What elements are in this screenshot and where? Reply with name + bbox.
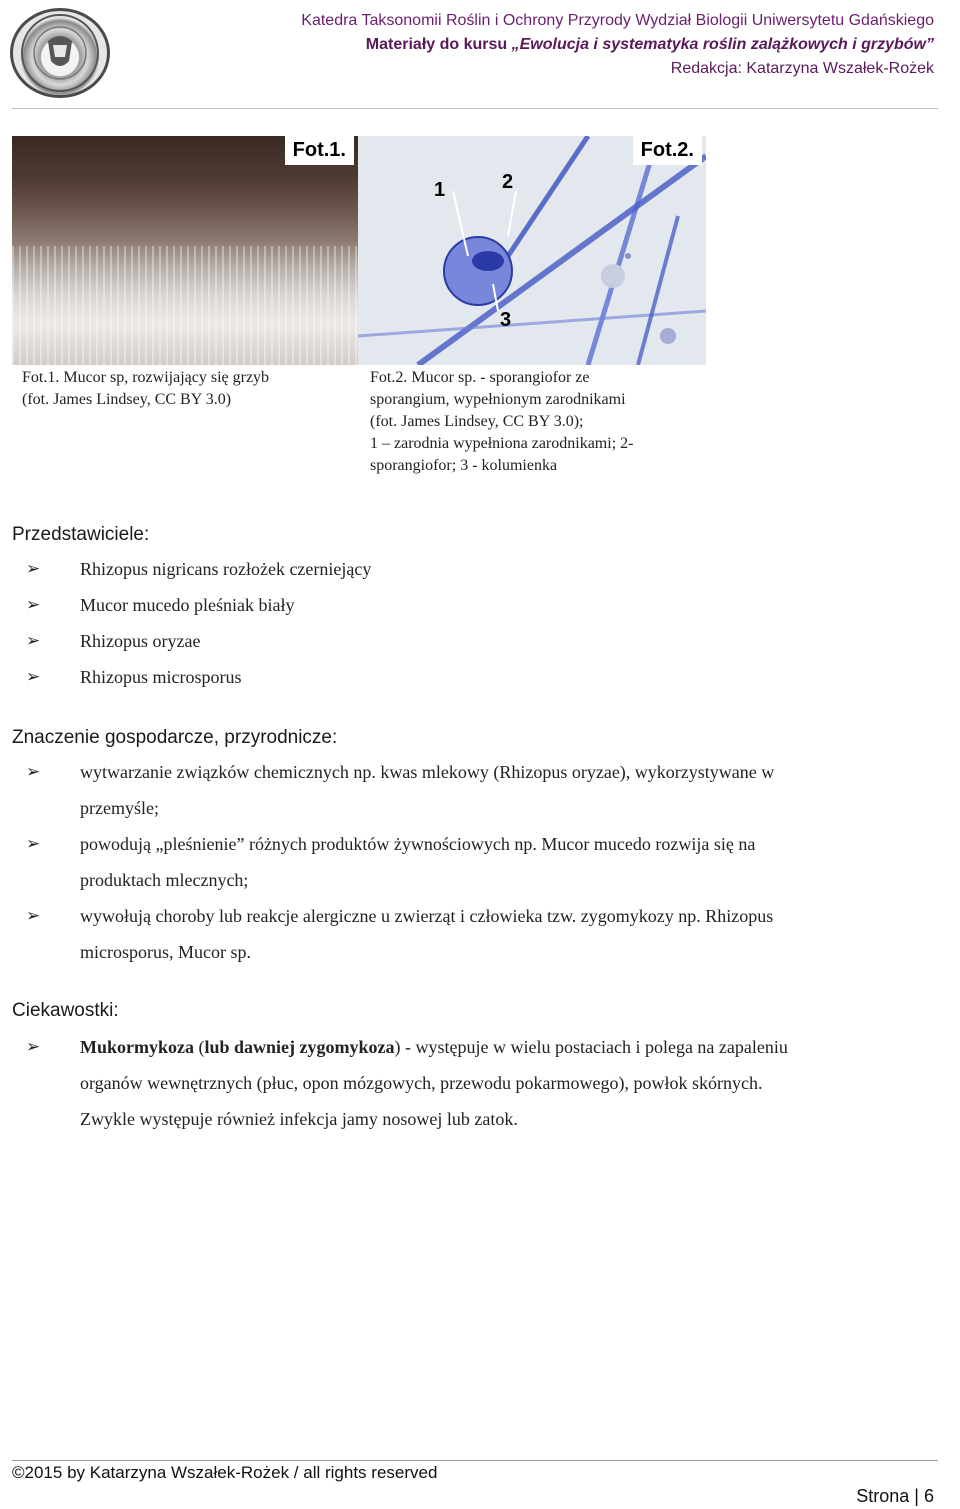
list-item-text: Rhizopus oryzae <box>80 631 201 651</box>
list-item-text: Rhizopus nigricans rozłożek czerniejący <box>80 559 372 579</box>
arrow-bullet-icon: ➢ <box>26 834 41 853</box>
paren-close: ) <box>394 1037 401 1057</box>
header-course-prefix: Materiały do kursu <box>365 36 512 53</box>
page-number: Strona | 6 <box>856 1486 934 1506</box>
arrow-bullet-icon: ➢ <box>26 762 41 781</box>
list-item-text: przemyśle; <box>80 798 159 818</box>
list-item-text: powodują „pleśnienie” różnych produktów żywnościowych np. Mucor mucedo rozwija się na <box>80 834 756 854</box>
curiosity-text: - występuje w wielu postaciach i polega na zapaleniu <box>400 1037 788 1057</box>
footer-divider <box>12 1460 938 1461</box>
arrow-bullet-icon: ➢ <box>26 667 41 686</box>
list-item-text: produktach mlecznych; <box>80 870 249 890</box>
header-course <box>366 36 934 54</box>
sporangiophore-micrograph <box>358 136 706 365</box>
seal-graphic <box>13 11 107 95</box>
list-item-text: Mucor mucedo pleśniak biały <box>80 595 295 615</box>
arrow-bullet-icon: ➢ <box>26 1037 41 1056</box>
curiosity-line: Zwykle występuje również infekcja jamy nosowej lub zatok. <box>80 1109 518 1129</box>
heading-significance: Znaczenie gospodarcze, przyrodnicze: <box>12 727 338 748</box>
caption-fot2-line: Fot.2. Mucor sp. - sporangiofor ze <box>370 369 590 386</box>
representatives-list <box>12 551 912 695</box>
marker-2: 2 <box>502 171 514 193</box>
curiosity-line <box>80 1029 932 1065</box>
list-item <box>12 826 932 898</box>
caption-fot2 <box>370 367 710 477</box>
photo-mucor-growth <box>12 136 358 365</box>
significance-list <box>12 754 932 970</box>
university-logo <box>10 8 110 98</box>
heading-representatives: Przedstawiciele: <box>12 524 150 545</box>
photo-sporangiophore <box>358 136 706 365</box>
term-zygomycosis: lub dawniej zygomykoza <box>204 1037 395 1057</box>
caption-fot1-line: Fot.1. Mucor sp, rozwijający się grzyb <box>22 369 270 386</box>
footer-copyright: ©2015 by Katarzyna Wszałek-Rożek / all rights reserved <box>12 1463 438 1482</box>
list-item-text: microsporus, Mucor sp. <box>80 942 251 962</box>
caption-fot2-line: sporangiofor; 3 - kolumienka <box>370 457 558 474</box>
photo1-label: Fot.1. <box>285 136 354 165</box>
header-course-title: „Ewolucja i systematyka roślin zalążkowych i grzybów” <box>511 36 934 53</box>
caption-fot2-line: (fot. James Lindsey, CC BY 3.0); <box>370 413 584 430</box>
header-department: Katedra Taksonomii Roślin i Ochrony Przyrody Wydział Biologii Uniwersytetu Gdańskiego <box>301 12 934 29</box>
list-item <box>12 1029 932 1137</box>
arrow-bullet-icon: ➢ <box>26 559 41 578</box>
list-item <box>12 587 912 623</box>
marker-1: 1 <box>434 179 446 201</box>
list-item-text: Rhizopus microsporus <box>80 667 242 687</box>
arrow-bullet-icon: ➢ <box>26 631 41 650</box>
list-item <box>12 754 932 826</box>
mycelium-texture <box>12 246 358 365</box>
header-editor: Redakcja: Katarzyna Wszałek-Rożek <box>670 60 934 77</box>
heading-curiosities: Ciekawostki: <box>12 1000 119 1021</box>
list-item <box>12 551 912 587</box>
term-mucormycosis: Mukormykoza <box>80 1037 194 1057</box>
photo2-label: Fot.2. <box>633 136 702 165</box>
caption-fot2-line: sporangium, wypełnionym zarodnikami <box>370 391 626 408</box>
caption-fot2-line: 1 – zarodnia wypełniona zarodnikami; 2- <box>370 435 634 452</box>
curiosities-list <box>12 1029 932 1137</box>
list-item <box>12 623 912 659</box>
curiosity-line: organów wewnętrznych (płuc, opon mózgowych, przewodu pokarmowego), powłok skórnych. <box>80 1073 763 1093</box>
arrow-bullet-icon: ➢ <box>26 595 41 614</box>
header-divider <box>12 108 938 109</box>
paren-open: ( <box>194 1037 205 1057</box>
caption-fot1-line: (fot. James Lindsey, CC BY 3.0) <box>22 391 232 408</box>
list-item-text: wytwarzanie związków chemicznych np. kwas mlekowy (Rhizopus oryzae), wykorzystywane w <box>80 762 775 782</box>
list-item <box>12 898 932 970</box>
arrow-bullet-icon: ➢ <box>26 906 41 925</box>
list-item <box>12 659 912 695</box>
caption-fot1 <box>22 367 342 411</box>
list-item-text: wywołują choroby lub reakcje alergiczne u zwierząt i człowieka tzw. zygomykozy np. Rhizopus <box>80 906 774 926</box>
marker-3: 3 <box>500 309 512 331</box>
